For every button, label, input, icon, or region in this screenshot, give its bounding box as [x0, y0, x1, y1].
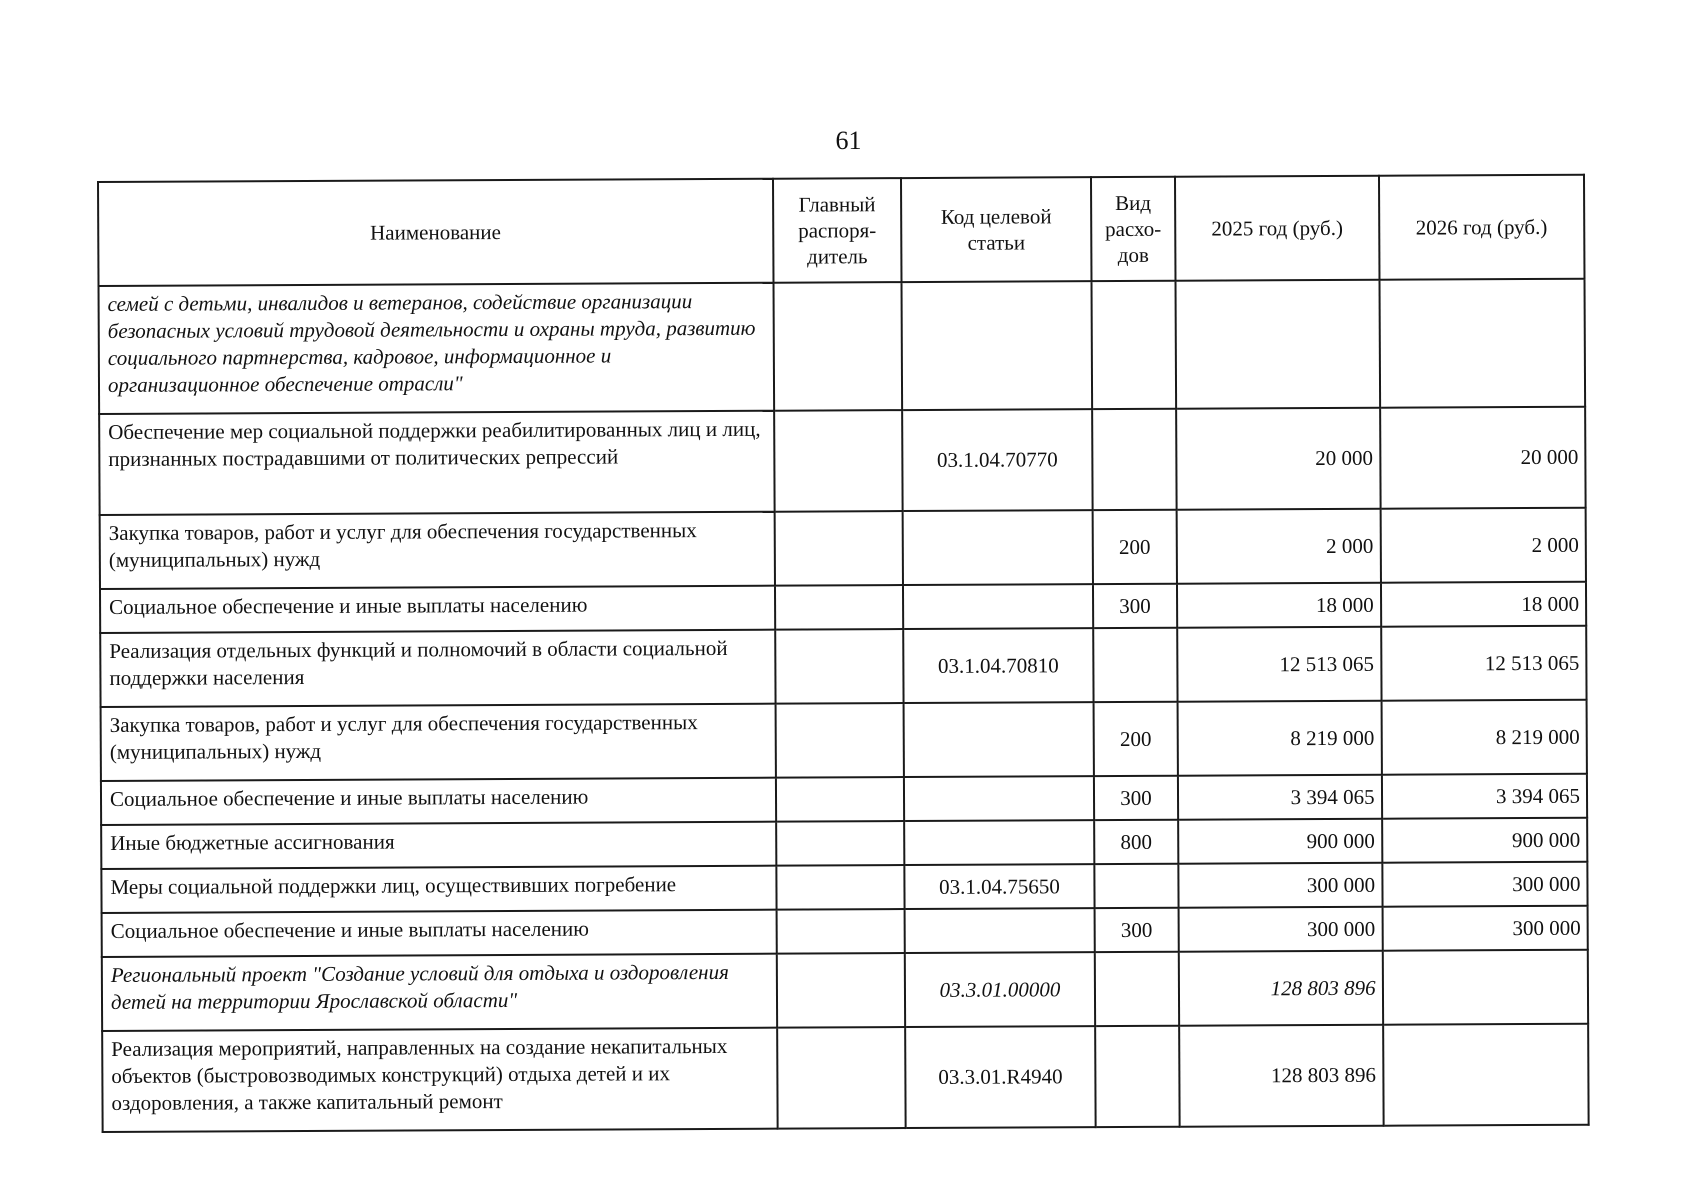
cell-code — [904, 776, 1093, 821]
cell-y2025: 12 513 065 — [1177, 627, 1381, 702]
cell-admin — [776, 953, 905, 1028]
cell-code: 03.3.01.00000 — [905, 952, 1095, 1027]
cell-kind — [1092, 409, 1177, 510]
cell-code — [905, 820, 1094, 865]
cell-admin — [777, 1027, 906, 1129]
cell-kind — [1093, 628, 1178, 702]
cell-y2026: 18 000 — [1381, 582, 1587, 627]
cell-admin — [776, 821, 905, 866]
cell-admin — [774, 410, 903, 512]
cell-y2026: 20 000 — [1380, 407, 1586, 509]
cell-name: Закупка товаров, работ и услуг для обеспечения государственных (муниципальных) нужд — [100, 512, 775, 589]
cell-admin — [776, 865, 905, 910]
table-row — [102, 906, 1588, 957]
cell-kind: 300 — [1094, 908, 1179, 952]
cell-y2025: 128 803 896 — [1179, 951, 1383, 1026]
cell-y2025: 2 000 — [1177, 509, 1381, 584]
cell-y2026: 900 000 — [1382, 818, 1588, 863]
cell-admin — [775, 777, 904, 822]
cell-y2026: 12 513 065 — [1381, 626, 1587, 701]
header-kind: Вид расхо-дов — [1091, 177, 1176, 281]
cell-code: 03.3.01.R4940 — [906, 1026, 1096, 1128]
cell-y2026 — [1382, 950, 1588, 1025]
table-row — [100, 508, 1586, 589]
cell-name: Меры социальной поддержки лиц, осуществивших погребение — [101, 866, 776, 913]
cell-kind: 800 — [1094, 820, 1179, 864]
cell-y2025: 128 803 896 — [1179, 1025, 1383, 1127]
table-row — [101, 700, 1587, 781]
cell-y2025: 8 219 000 — [1178, 701, 1382, 776]
cell-code: 03.1.04.70810 — [904, 628, 1094, 703]
cell-y2026: 3 394 065 — [1381, 774, 1587, 819]
cell-name: Закупка товаров, работ и услуг для обеспечения государственных (муниципальных) нужд — [101, 704, 776, 781]
cell-code — [902, 281, 1092, 410]
page-number: 61 — [835, 126, 862, 155]
cell-admin — [776, 909, 905, 954]
cell-kind — [1094, 864, 1179, 908]
table-row — [100, 582, 1586, 633]
cell-y2026 — [1379, 279, 1585, 408]
table-row — [100, 626, 1586, 707]
cell-y2026: 300 000 — [1382, 862, 1588, 907]
cell-admin — [773, 282, 902, 411]
cell-y2026: 300 000 — [1382, 906, 1588, 951]
header-2025: 2025 год (руб.) — [1175, 176, 1379, 281]
cell-code — [903, 510, 1093, 585]
cell-name: Обеспечение мер социальной поддержки реабилитированных лиц и лиц, признанных пострадавшими от политических репрессий — [99, 411, 774, 515]
cell-y2026 — [1383, 1024, 1589, 1126]
cell-kind — [1091, 281, 1176, 409]
header-admin: Главный распоря-дитель — [773, 178, 902, 283]
cell-y2025: 300 000 — [1179, 863, 1383, 908]
header-2026: 2026 год (руб.) — [1379, 175, 1585, 280]
cell-name: Социальное обеспечение и иные выплаты населению — [101, 778, 776, 825]
table-row — [102, 950, 1588, 1031]
table-row — [101, 818, 1587, 869]
cell-admin — [775, 703, 904, 778]
table-row — [99, 407, 1585, 515]
cell-y2025: 3 394 065 — [1178, 775, 1382, 820]
header-code: Код целевой статьи — [901, 177, 1091, 282]
cell-name: Реализация мероприятий, направленных на создание некапитальных объектов (быстровозводимых конструкций) отдыха детей и их оздоровления, а также капитальный ремонт — [102, 1028, 777, 1132]
cell-code — [905, 908, 1094, 953]
cell-code — [903, 584, 1092, 629]
cell-name: Региональный проект "Создание условий для отдыха и оздоровления детей на территории Ярославской области" — [102, 954, 777, 1031]
cell-name: семей с детьми, инвалидов и ветеранов, содействие организации безопасных условий трудовой деятельности и охраны труда, развитию социального партнерства, кадровое, информационное и организационное обеспечение отрасли" — [99, 283, 774, 414]
cell-admin — [775, 629, 904, 704]
cell-code: 03.1.04.75650 — [905, 864, 1094, 909]
cell-kind: 300 — [1093, 584, 1178, 628]
cell-y2026: 2 000 — [1380, 508, 1586, 583]
cell-admin — [774, 511, 903, 586]
cell-y2025: 900 000 — [1178, 819, 1382, 864]
table-row — [99, 279, 1586, 414]
cell-y2025: 18 000 — [1177, 583, 1381, 628]
cell-kind: 300 — [1094, 776, 1179, 820]
cell-name: Иные бюджетные ассигнования — [101, 822, 776, 869]
cell-y2025 — [1176, 280, 1380, 409]
budget-table — [97, 174, 1590, 1133]
table-row — [101, 774, 1587, 825]
header-name: Наименование — [98, 179, 773, 286]
cell-y2025: 20 000 — [1176, 408, 1380, 510]
cell-y2026: 8 219 000 — [1381, 700, 1587, 775]
cell-name: Социальное обеспечение и иные выплаты населению — [100, 586, 775, 633]
cell-admin — [775, 585, 904, 630]
cell-kind — [1095, 1026, 1180, 1127]
table-row — [101, 862, 1587, 913]
table-row — [102, 1024, 1588, 1132]
cell-kind — [1094, 952, 1179, 1026]
cell-code — [904, 702, 1094, 777]
cell-code: 03.1.04.70770 — [903, 409, 1093, 511]
cell-kind: 200 — [1092, 510, 1177, 584]
cell-name: Социальное обеспечение и иные выплаты населению — [102, 910, 777, 957]
table-header-row — [98, 175, 1584, 286]
cell-y2025: 300 000 — [1179, 907, 1383, 952]
cell-kind: 200 — [1093, 702, 1178, 776]
cell-name: Реализация отдельных функций и полномочий в области социальной поддержки населения — [100, 630, 775, 707]
